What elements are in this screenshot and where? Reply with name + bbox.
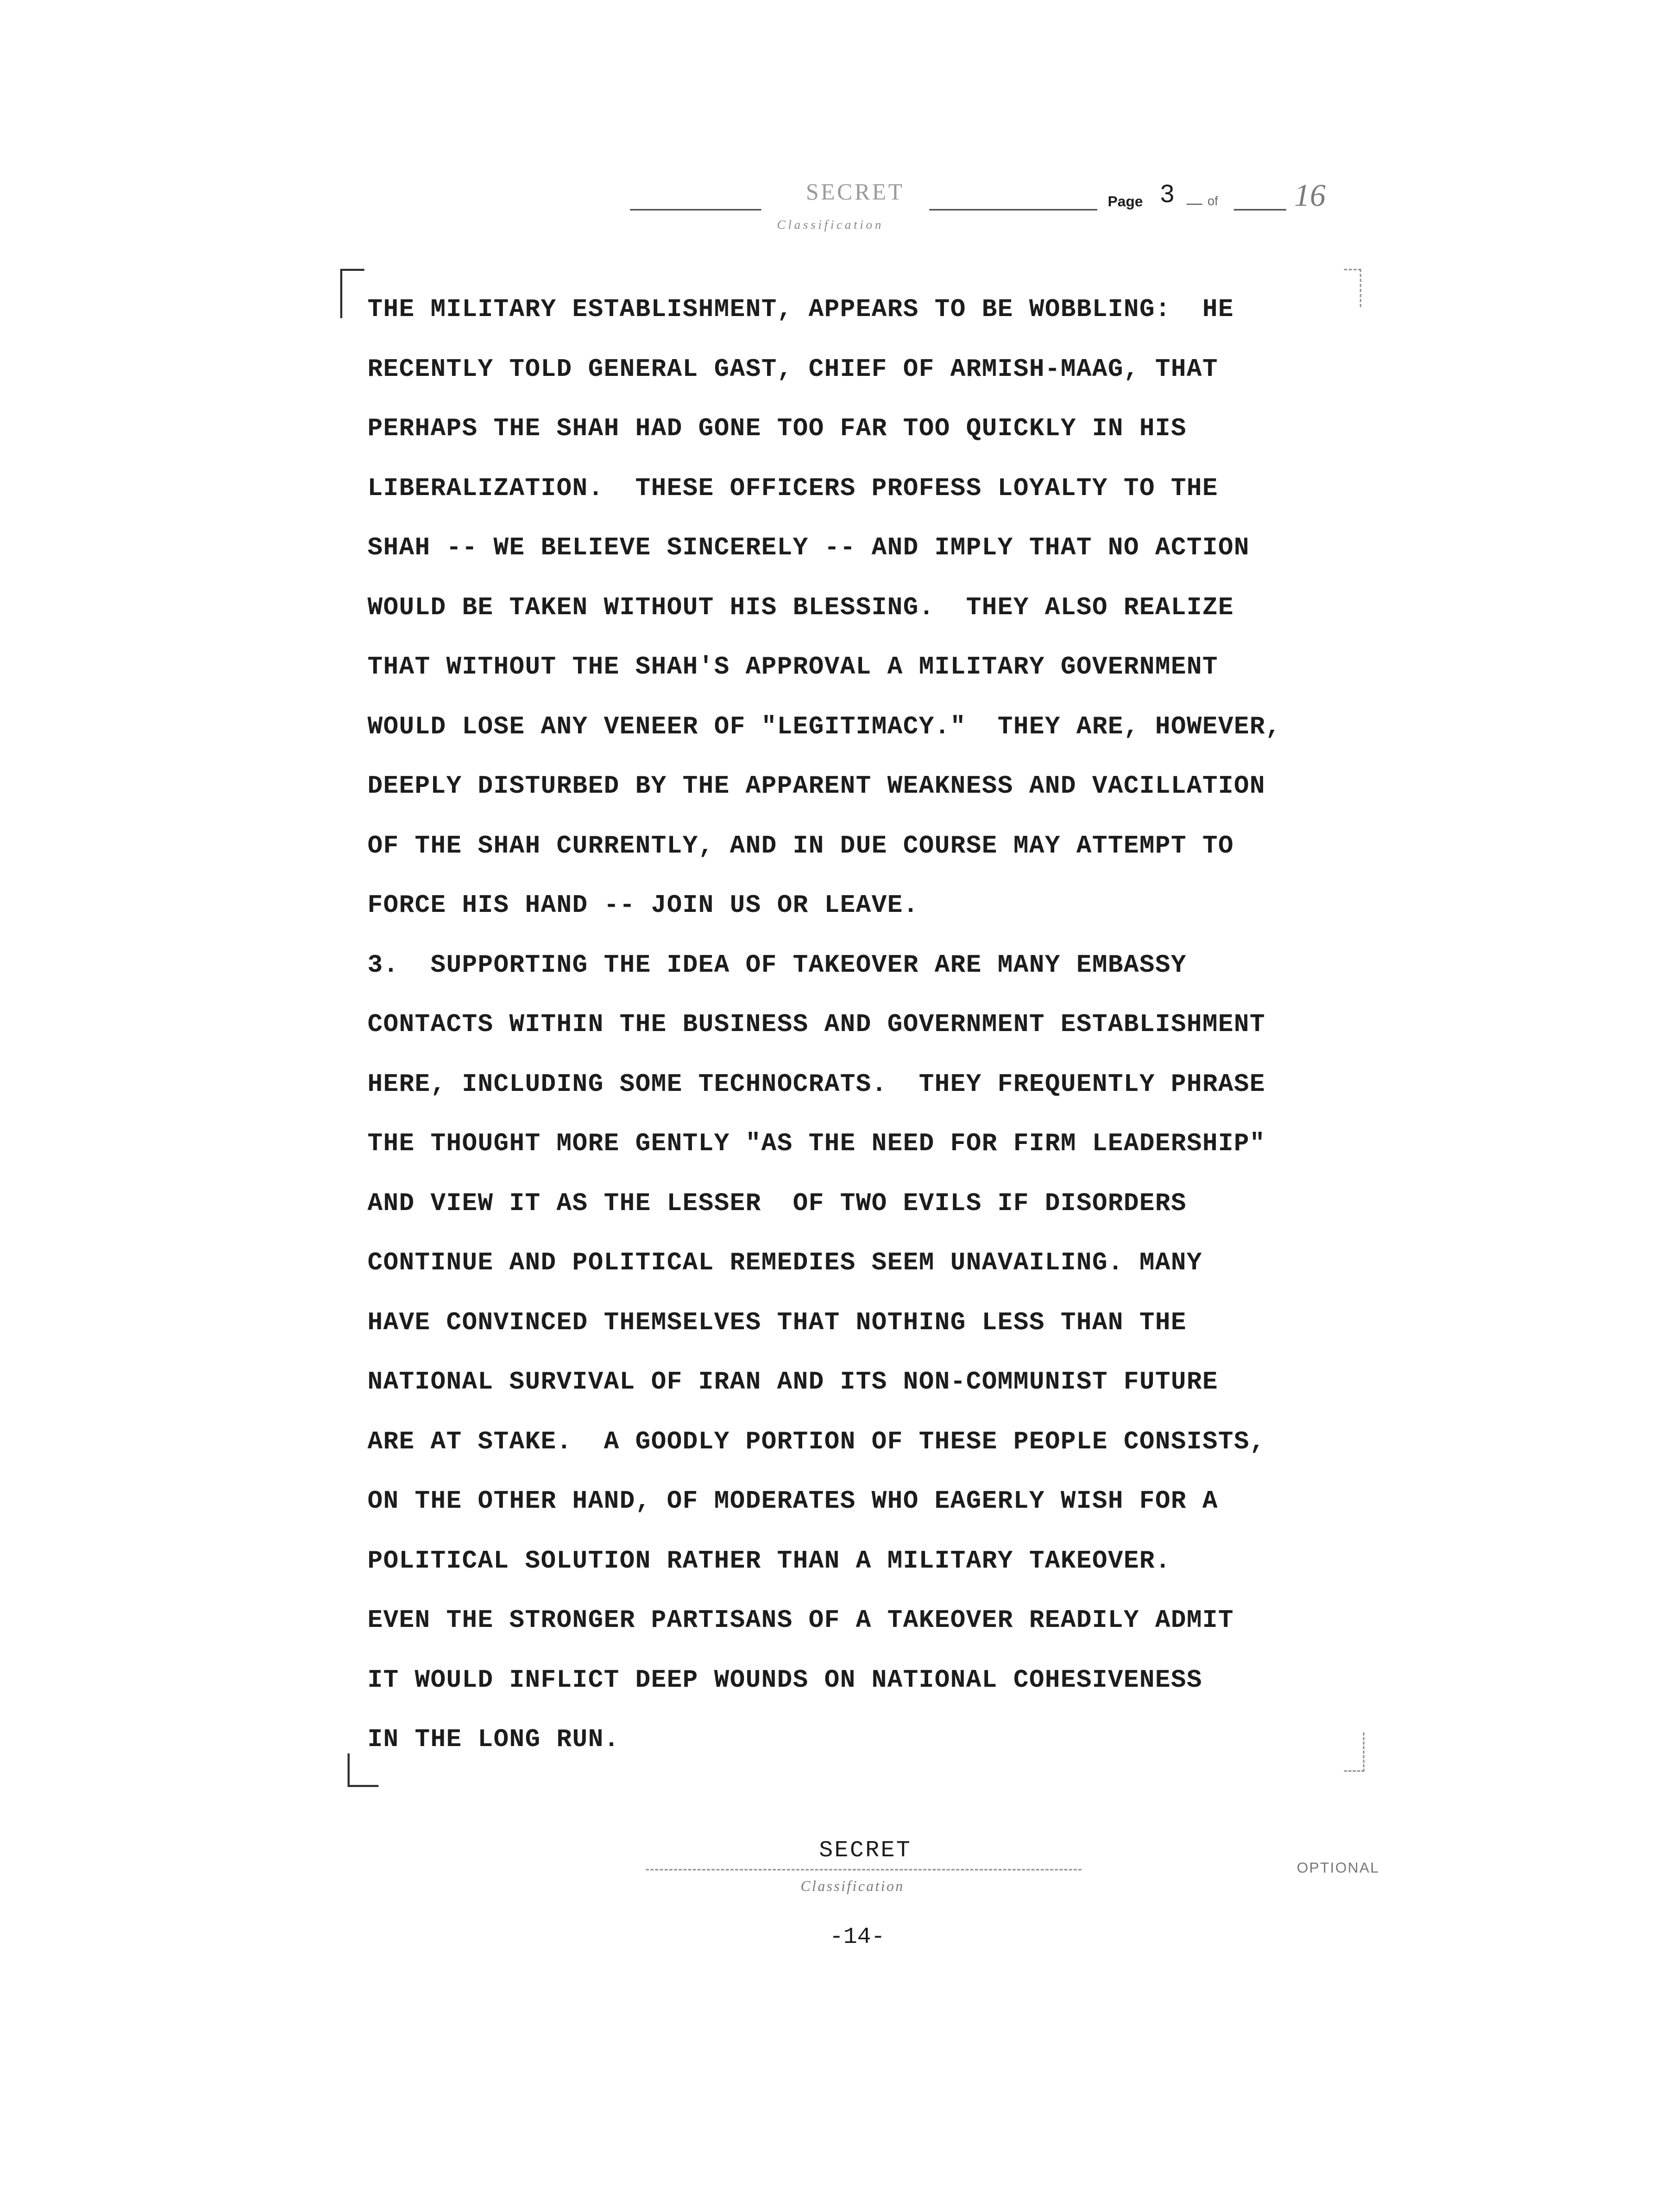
body-line: THAT WITHOUT THE SHAH'S APPROVAL A MILITARY GOVERNMENT: [368, 653, 1219, 681]
body-line: WOULD BE TAKEN WITHOUT HIS BLESSING. THEY ALSO REALIZE: [368, 593, 1234, 622]
header-page-number: 3: [1160, 180, 1174, 208]
header-classification-word: SECRET: [806, 179, 905, 205]
body-line: ON THE OTHER HAND, OF MODERATES WHO EAGERLY WISH FOR A: [368, 1487, 1219, 1516]
body-line: THE MILITARY ESTABLISHMENT, APPEARS TO BE WOBBLING: HE: [368, 296, 1234, 324]
body-line: THE THOUGHT MORE GENTLY "AS THE NEED FOR FIRM LEADERSHIP": [368, 1130, 1266, 1158]
body-line: EVEN THE STRONGER PARTISANS OF A TAKEOVER READILY ADMIT: [368, 1606, 1234, 1635]
body-line: RECENTLY TOLD GENERAL GAST, CHIEF OF ARMISH-MAAG, THAT: [368, 355, 1219, 384]
footer-rule: [646, 1869, 1082, 1870]
body-line: POLITICAL SOLUTION RATHER THAN A MILITARY TAKEOVER.: [368, 1547, 1171, 1575]
body-line: SHAH -- WE BELIEVE SINCERELY -- AND IMPLY THAT NO ACTION: [368, 534, 1250, 562]
header-of-label: of: [1208, 194, 1219, 208]
page-footer: [646, 1837, 1108, 1958]
body-line: OF THE SHAH CURRENTLY, AND IN DUE COURSE MAY ATTEMPT TO: [368, 832, 1234, 860]
body-line: NATIONAL SURVIVAL OF IRAN AND ITS NON-COMMUNIST FUTURE: [368, 1368, 1219, 1396]
body-line: AND VIEW IT AS THE LESSER OF TWO EVILS IF DISORDERS: [368, 1189, 1187, 1218]
header-total-pages: 16: [1294, 178, 1326, 213]
document-body: [368, 294, 1407, 1784]
body-line: CONTACTS WITHIN THE BUSINESS AND GOVERNMENT ESTABLISHMENT: [368, 1011, 1266, 1039]
header-classification-label: Classification: [777, 218, 884, 232]
footer-option-label: OPTIONAL: [1297, 1859, 1380, 1876]
page-header: [625, 173, 1412, 236]
header-rule-of: [1234, 209, 1286, 211]
body-line: FORCE HIS HAND -- JOIN US OR LEAVE.: [368, 891, 919, 920]
footer-classification-label: Classification: [801, 1878, 905, 1895]
corner-bracket-top-left: [340, 269, 364, 318]
body-line: ARE AT STAKE. A GOODLY PORTION OF THESE PEOPLE CONSISTS,: [368, 1427, 1266, 1456]
header-rule-page: [1186, 204, 1202, 205]
footer-page-marker: -14-: [830, 1924, 885, 1950]
footer-classification-word: SECRET: [819, 1837, 912, 1864]
body-line: DEEPLY DISTURBED BY THE APPARENT WEAKNESS AND VACILLATION: [368, 772, 1266, 801]
body-line: HAVE CONVINCED THEMSELVES THAT NOTHING LESS THAN THE: [368, 1308, 1187, 1337]
header-page-label: Page: [1108, 193, 1143, 209]
body-line: CONTINUE AND POLITICAL REMEDIES SEEM UNAVAILING. MANY: [368, 1249, 1203, 1277]
body-line: IT WOULD INFLICT DEEP WOUNDS ON NATIONAL COHESIVENESS: [368, 1666, 1203, 1695]
header-rule-right: [929, 209, 1097, 211]
body-line: 3. SUPPORTING THE IDEA OF TAKEOVER ARE MANY EMBASSY: [368, 951, 1187, 980]
body-line: HERE, INCLUDING SOME TECHNOCRATS. THEY FREQUENTLY PHRASE: [368, 1070, 1266, 1099]
body-line: WOULD LOSE ANY VENEER OF "LEGITIMACY." THEY ARE, HOWEVER,: [368, 712, 1282, 741]
body-line: IN THE LONG RUN.: [368, 1726, 620, 1754]
body-line: LIBERALIZATION. THESE OFFICERS PROFESS LOYALTY TO THE: [368, 474, 1219, 503]
body-line: PERHAPS THE SHAH HAD GONE TOO FAR TOO QUICKLY IN HIS: [368, 415, 1187, 443]
header-rule-left: [630, 209, 761, 211]
